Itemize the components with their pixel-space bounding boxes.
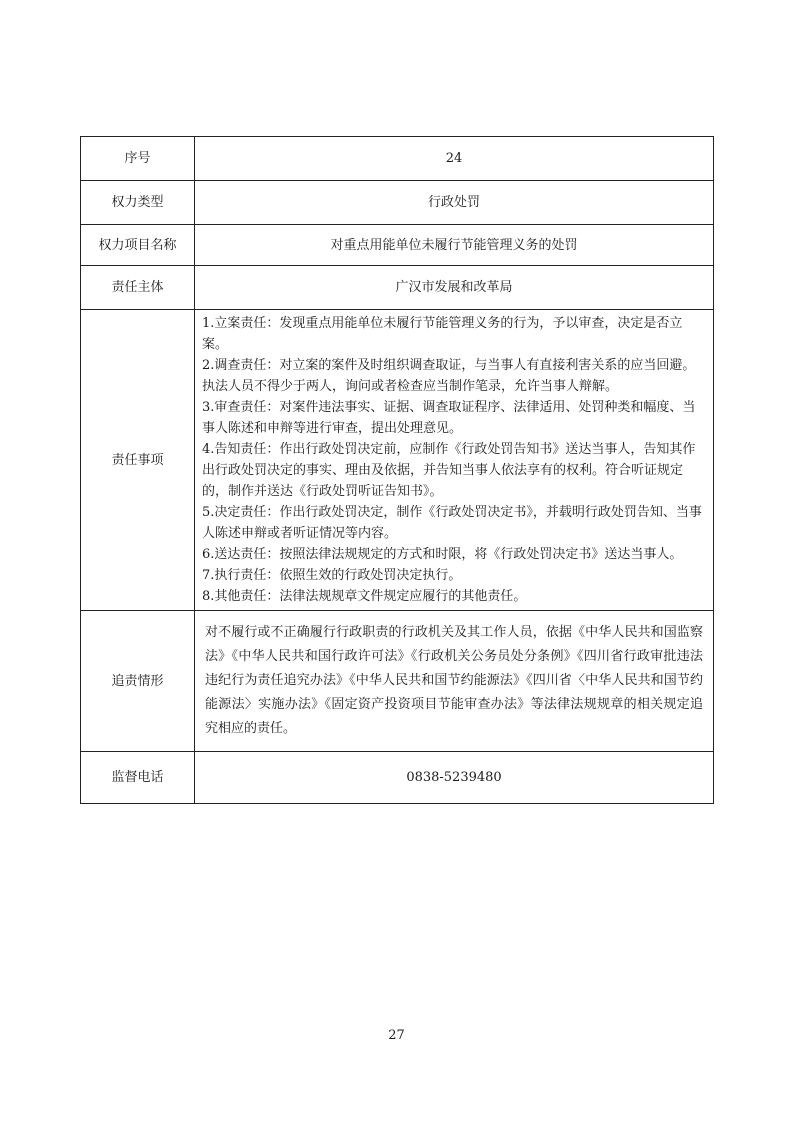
subject-value: 广汉市发展和改革局 [195,266,714,310]
item-name-value: 对重点用能单位未履行节能管理义务的处罚 [195,225,714,266]
table-row-phone [81,752,714,804]
duty-item: 3.审查责任：对案件违法事实、证据、调查取证程序、法律适用、处罚种类和幅度、当事人陈述和申辩等进行审查，提出处理意见。 [202,400,696,436]
duty-item: 4.告知责任：作出行政处罚决定前，应制作《行政处罚告知书》送达当事人，告知其作出行政处罚决定的事实、理由及依据，并告知当事人依法享有的权利。符合听证规定的，制作并送达《行政处罚听证告知书》。 [202,442,696,499]
power-type-label: 权力类型 [81,181,195,225]
duty-item: 2.调查责任：对立案的案件及时组织调查取证，与当事人有直接利害关系的应当回避。执法人员不得少于两人，询问或者检查应当制作笔录，允许当事人辩解。 [202,358,696,394]
duties-list [195,310,714,611]
duty-item: 8.其他责任：法律法规规章文件规定应履行的其他责任。 [202,589,527,604]
duty-item: 6.送达责任：按照法律法规规定的方式和时限，将《行政处罚决定书》送达当事人。 [202,547,683,562]
duties-label: 责任事项 [81,310,195,611]
table-row-item-name [81,225,714,266]
serial-label: 序号 [81,137,195,181]
table-row-serial [81,137,714,181]
duty-item: 1.立案责任：发现重点用能单位未履行节能管理义务的行为，予以审查，决定是否立案。 [202,316,683,352]
duty-item: 5.决定责任：作出行政处罚决定，制作《行政处罚决定书》，并载明行政处罚告知、当事人陈述申辩或者听证情况等内容。 [202,505,702,541]
table-row-accountability [81,611,714,752]
phone-value: 0838-5239480 [195,752,714,804]
accountability-text: 对不履行或不正确履行行政职责的行政机关及其工作人员，依据《中华人民共和国监察法》《中华人民共和国行政许可法》《行政机关公务员处分条例》《四川省行政审批违法违纪行为责任追究办法》《中华人民共和国节约能源法》《四川省〈中华人民共和国节约能源法〉实施办法》《固定资产投资项目节能审查办法》等法律法规规章的相关规定追究相应的责任。 [195,611,714,752]
item-name-label: 权力项目名称 [81,225,195,266]
power-list-table [80,136,714,804]
subject-label: 责任主体 [81,266,195,310]
table-row-subject [81,266,714,310]
page-number: 27 [388,1028,405,1043]
duty-item: 7.执行责任：依照生效的行政处罚决定执行。 [202,568,462,583]
accountability-label: 追责情形 [81,611,195,752]
serial-value: 24 [195,137,714,181]
table-row-power-type [81,181,714,225]
power-type-value: 行政处罚 [195,181,714,225]
phone-label: 监督电话 [81,752,195,804]
table-row-duties [81,310,714,611]
